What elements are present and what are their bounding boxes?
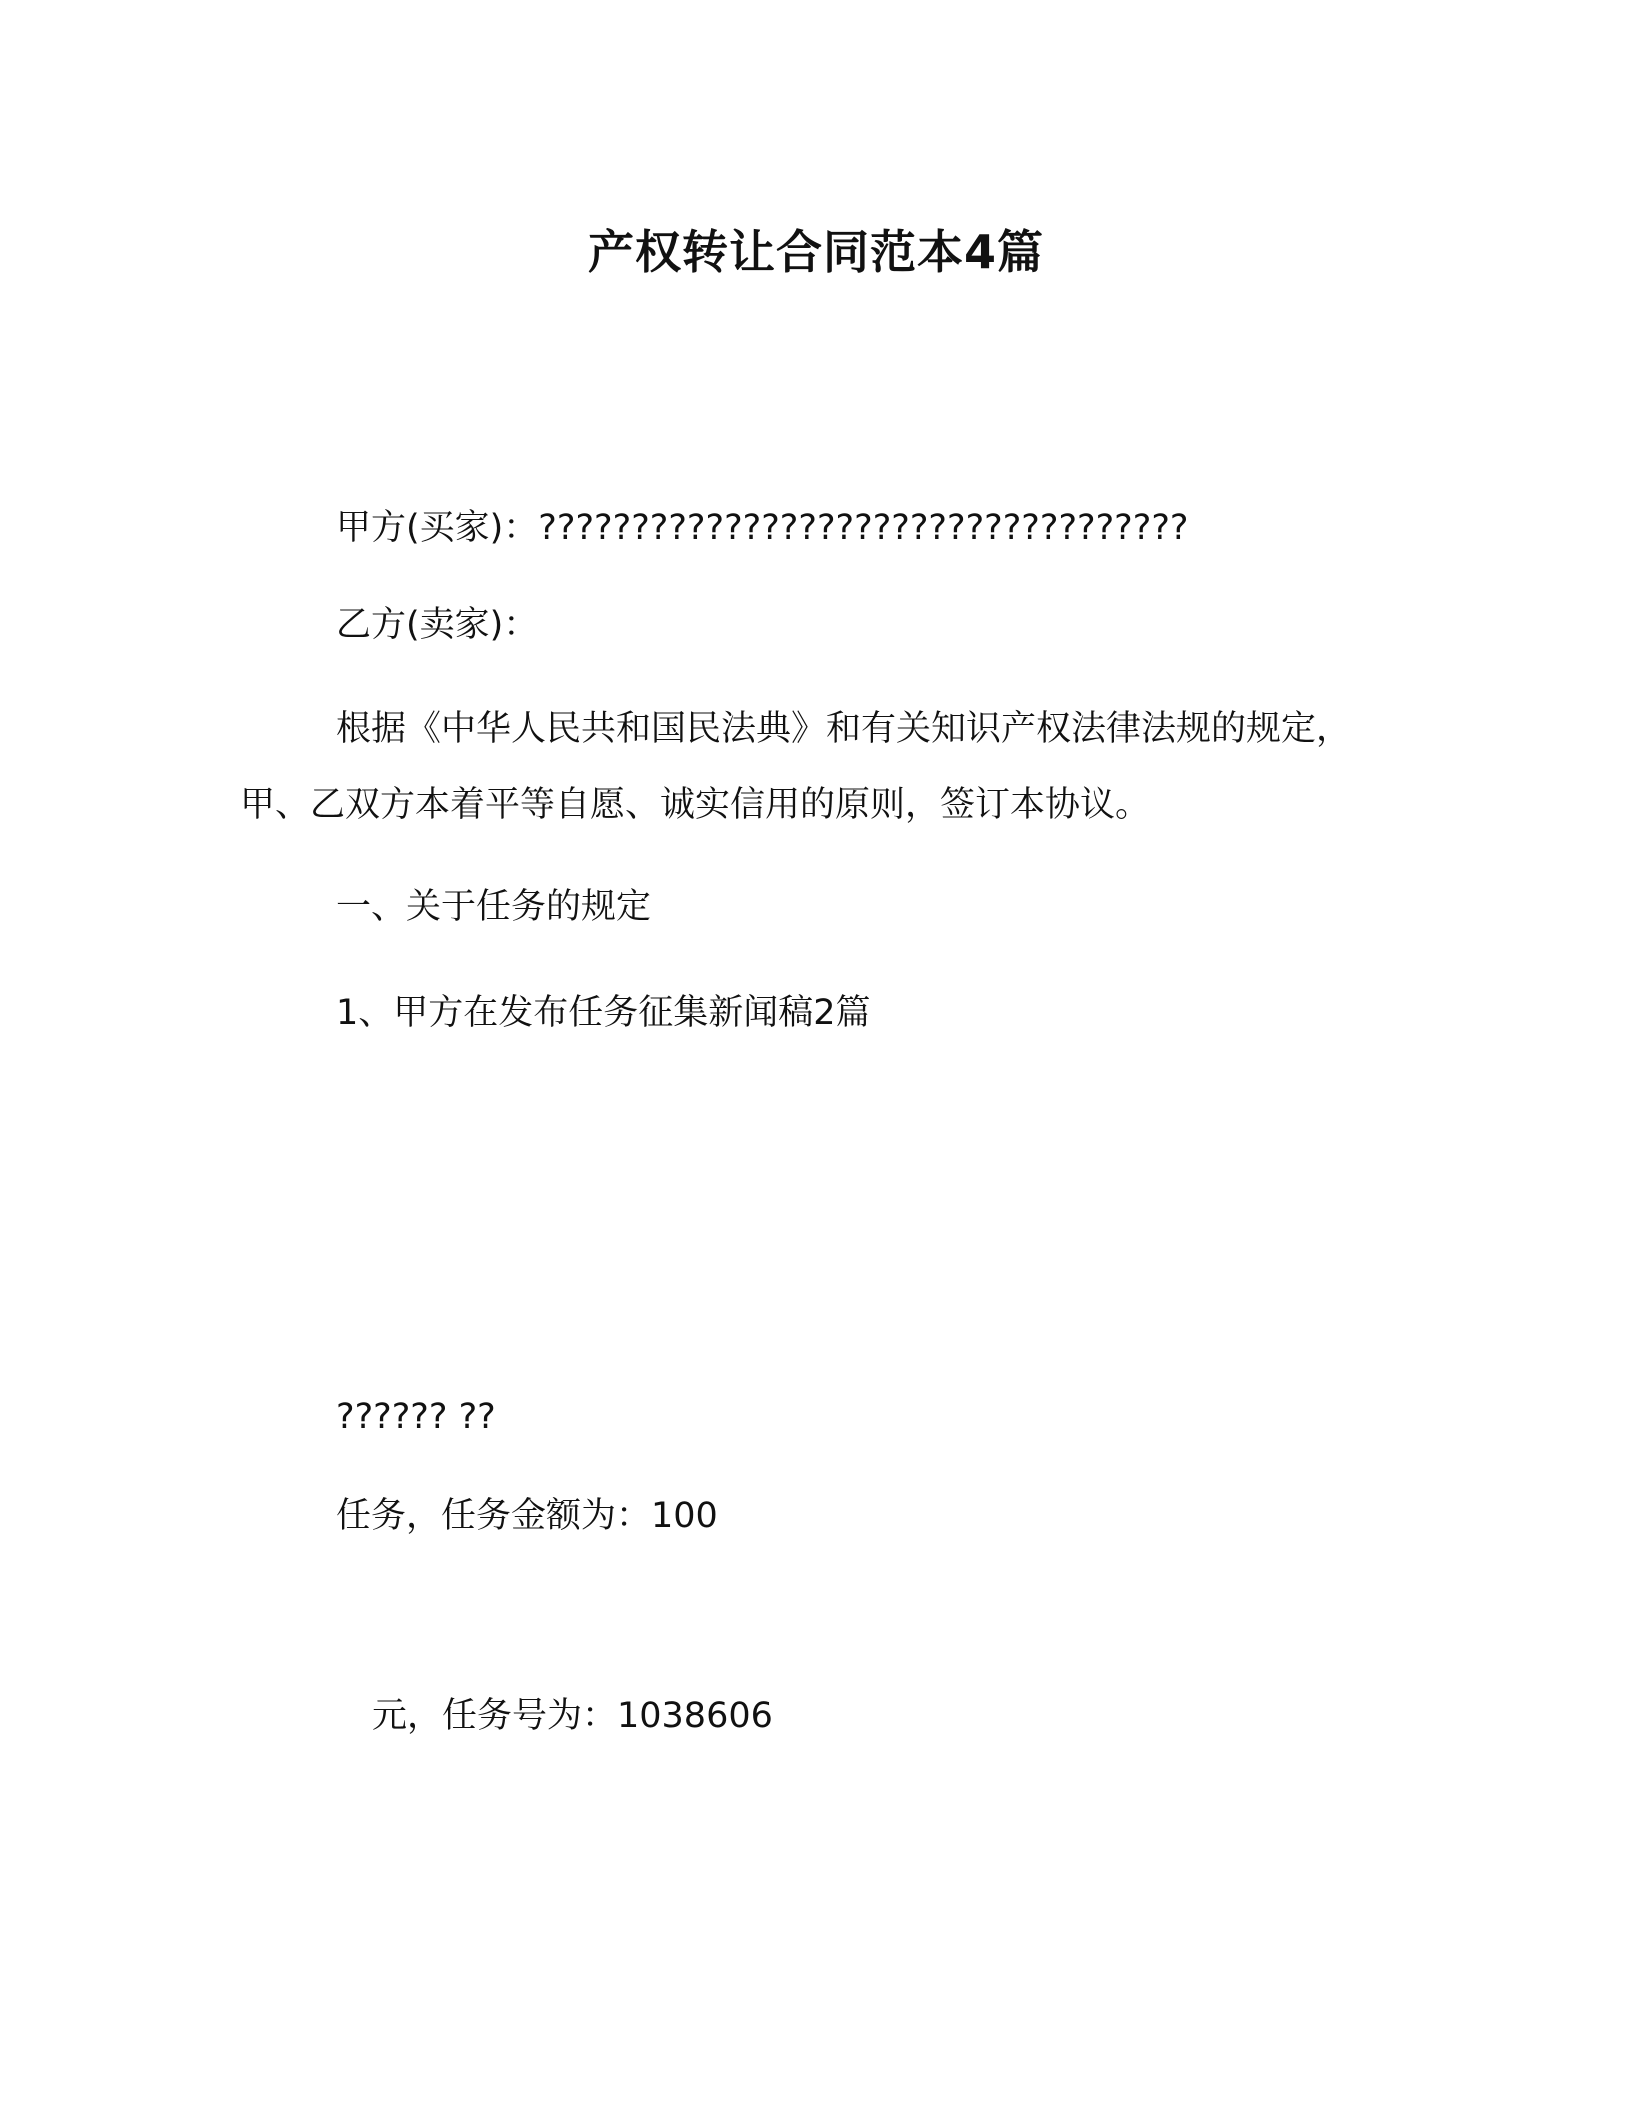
intro-paragraph: 根据《中华人民共和国民法典》和有关知识产权法律法规的规定，甲、乙双方本着平等自愿、诚实信用的原则，签订本协议。 [240, 709, 1352, 825]
garbled-line: ?????? ?? [336, 1397, 496, 1437]
task-amount-line: 任务，任务金额为：100 [336, 1496, 718, 1536]
item-1-line: 1、甲方在发布任务征集新闻稿2篇 [336, 993, 871, 1033]
party-a-line: 甲方(买家)：??????????????????????????????????? [336, 508, 1189, 548]
party-b-line: 乙方(卖家)： [336, 605, 539, 645]
task-number-line: 元，任务号为：1038606 [372, 1696, 773, 1736]
section-1-heading: 一、关于任务的规定 [336, 887, 652, 927]
document-title: 产权转让合同范本4篇 [587, 225, 1044, 279]
